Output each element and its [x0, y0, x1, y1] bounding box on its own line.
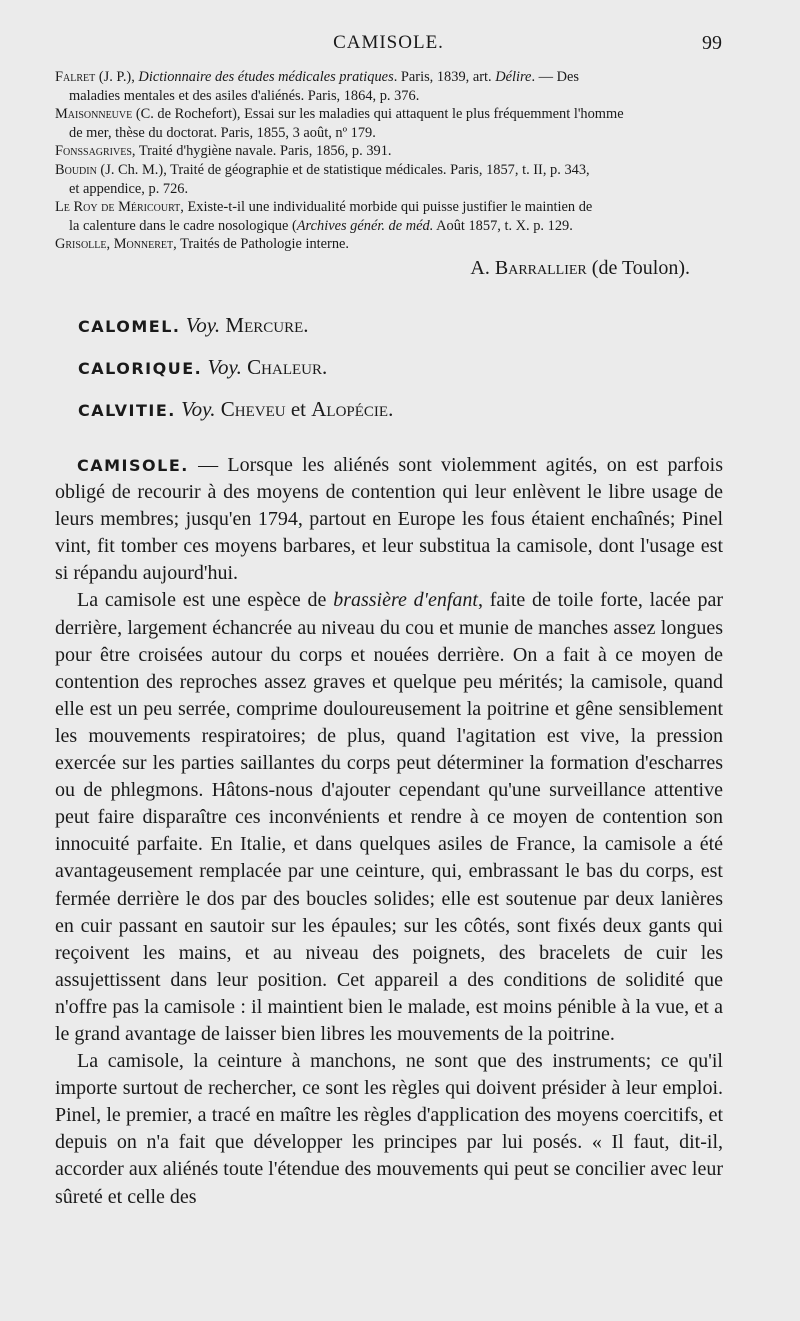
cross-reference-entry: CALORIQUE. Voy. Chaleur. [78, 355, 328, 379]
reference-item: Falret (J. P.), Dictionnaire des études médicales pratiques. Paris, 1839, art. Délire. — Des maladies mentales et des asiles d'aliénés. Paris, 1864, p. 376. [55, 69, 580, 104]
bibliography [55, 68, 723, 254]
entry-headword: CALOMEL. [78, 317, 181, 336]
article-paragraph: La camisole, la ceinture à manchons, ne sont que des instruments; ce qu'il importe surtout de rechercher, ce sont les règles qui doivent présider à leur emploi. Pinel, le premier, a tracé en maître les règles d'application des moyens coercitifs, et depuis on n'a fait que développer les principes par lui posés. « Il faut, dit-il, accorder aux aliénés toute l'étendue des mouvements qui peut se concilier avec leur sûreté et celle des [55, 1050, 723, 1208]
cross-reference-entry: CALVITIE. Voy. Cheveu et Alopécie. [78, 397, 394, 421]
page-header [55, 32, 722, 60]
cross-reference-entry: CALOMEL. Voy. Mercure. [78, 313, 309, 337]
running-title: CAMISOLE. [333, 32, 444, 53]
entry-headword: CALORIQUE. [78, 359, 203, 378]
article-paragraph: La camisole est une espèce de brassière d'enfant, faite de toile forte, lacée par derrière, largement échancrée au niveau du cou et munie de manches assez longues pour être croisées autour du corps et nouées derrière. On a fait à ce moyen de contention des reproches assez graves et quelque peu mérités; la camisole, quand elle est un peu serrée, comprime douloureusement la poitrine et gêne sensiblement les mouvements respiratoires; de plus, quand l'agitation est vive, la pression exercée sur les parties saillantes du corps peut déterminer la formation d'escharres ou de phlegmons. Hâtons-nous d'ajouter cependant qu'une surveillance attentive peut faire disparaître ces inconvénients et rendre à ce moyen de contention son innocuité parfaite. En Italie, et dans quelques asiles de France, la camisole a été avantageusement remplacée par une ceinture, qui, embrassant le bas du corps, est fermée derrière le dos par des boucles solides; elle est soutenue par deux lanières en cuir passant en sautoir sur les épaules; sur les côtés, sont fixés deux gants qui reçoivent les mains, et au niveau des poignets, des bracelets de cuir les assujettissent dans leur position. Cet appareil a des conditions de solidité que n'offre pas la camisole : il maintient bien le malade, est moins pénible à la vue, et a le grand avantage de laisser bien libres les mouvements de la poitrine. [55, 589, 723, 1045]
page-number: 99 [702, 32, 722, 54]
reference-item: Grisolle, Monneret, Traités de Pathologie interne. [55, 236, 350, 253]
entry-headword: CAMISOLE. [77, 456, 189, 475]
article-camisole [55, 452, 723, 1211]
reference-item: Fonssagrives, Traité d'hygiène navale. Paris, 1856, p. 391. [55, 143, 392, 160]
reference-item: Le Roy de Méricourt, Existe-t-il une individualité morbide qui puisse justifier le maintien de la calenture dans le cadre nosologique (Archives génér. de méd. Août 1857, t. X. p. 129. [55, 199, 593, 234]
author-signature: A. Barrallier (de Toulon). [470, 257, 690, 279]
article-paragraph: CAMISOLE. — Lorsque les aliénés sont violemment agités, on est parfois obligé de recourir à des moyens de contention qui leur enlèvent le libre usage de leurs membres; jusqu'en 1794, partout en Europe les fous étaient enchaînés; Pinel vint, fit tomber ces moyens barbares, et leur substitua la camisole, dont l'usage est si répandu aujourd'hui. [55, 454, 723, 585]
entry-headword: CALVITIE. [78, 401, 176, 420]
reference-item: Maisonneuve (C. de Rochefort), Essai sur les maladies qui attaquent le plus fréquemment l'homme de mer, thèse du doctorat. Paris, 1855, 3 août, nº 179. [55, 106, 624, 141]
reference-item: Boudin (J. Ch. M.), Traité de géographie et de statistique médicales. Paris, 1857, t. II, p. 343, et appendice, p. 726. [55, 161, 590, 197]
